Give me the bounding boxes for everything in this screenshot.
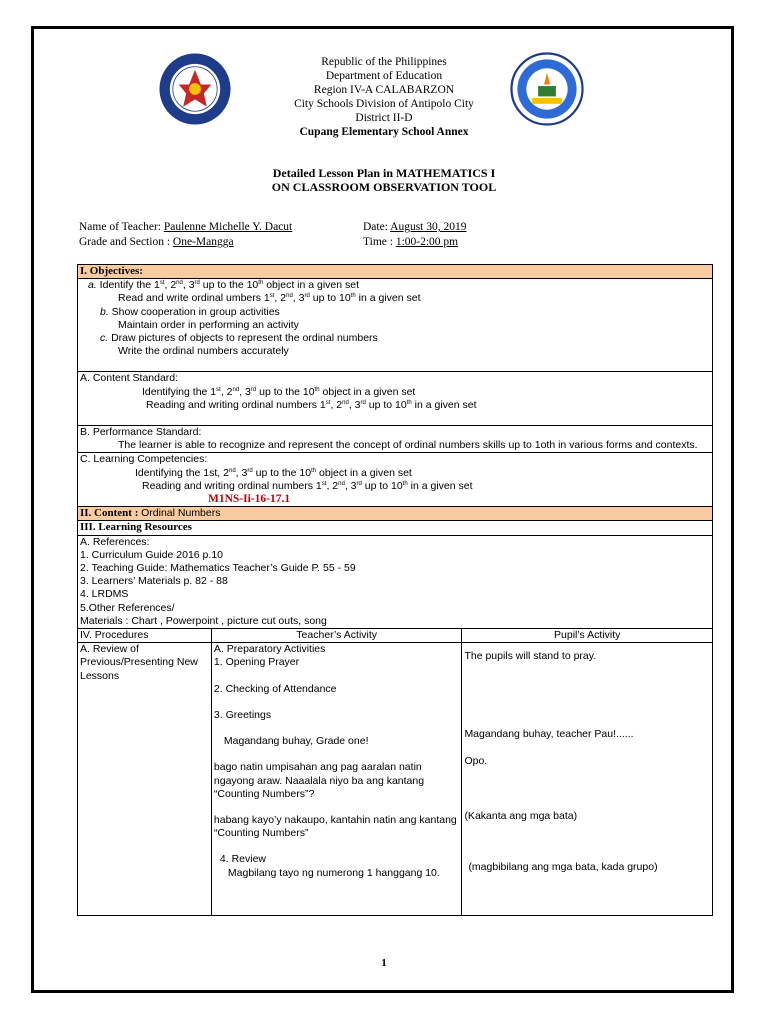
objectives-cell — [78, 279, 713, 372]
objective-a-sub: Read and write ordinal umbers 1st, 2nd, 3rd up to 10th in a given set — [118, 292, 421, 305]
page-number: 1 — [381, 957, 387, 969]
teacher-activity-col-header: Teacher’s Activity — [211, 629, 462, 643]
competencies-heading: C. Learning Competencies: — [80, 453, 208, 466]
date-line — [363, 220, 467, 235]
learning-competencies-cell — [78, 453, 713, 507]
lesson-plan-title — [0, 166, 768, 194]
teacher-greetings: 3. Greetings — [213, 708, 272, 721]
objective-b-text: Show cooperation in group activities — [108, 305, 280, 318]
objective-c-sub: Write the ordinal numbers accurately — [118, 345, 289, 358]
pupil-greet: Magandang buhay, teacher Pau!...... — [464, 728, 634, 741]
time-value: 1:00-2:00 pm — [395, 236, 459, 248]
teacher-greet-line: Magandang buhay, Grade one! — [223, 735, 369, 748]
reference-item: 2. Teaching Guide: Mathematics Teacher’s Guide P. 55 - 59 — [80, 562, 356, 575]
content-heading: II. Content : — [80, 507, 142, 520]
teacher-name: Paulenne Michelle Y. Dacut — [163, 221, 293, 233]
header-line: Department of Education — [325, 70, 443, 82]
teacher-prayer: 1. Opening Prayer — [213, 656, 300, 669]
references-cell — [78, 535, 713, 628]
school-name: Cupang Elementary School Annex — [299, 126, 469, 138]
competency-line: Reading and writing ordinal numbers 1st, 2nd, 3rd up to 10th in a given set — [142, 479, 473, 492]
teacher-bago-line: bago natin umpisahan ang pag aaralan natin ngayong araw. Naaalala niyo ba ang kantang “Counting Numbers”? — [213, 761, 425, 800]
date-label: Date: — [363, 221, 391, 233]
content-standard-heading: A. Content Standard: — [80, 372, 179, 385]
pupil-activity-col-header: Pupil’s Activity — [462, 629, 713, 643]
content-standard-line: Reading and writing ordinal numbers 1st, 2nd, 3rd up to 10th in a given set — [146, 398, 477, 411]
pupil-review: (magbibilang ang mga bata, kada grupo) — [468, 861, 658, 874]
lesson-plan-table — [77, 264, 713, 916]
title-line: ON CLASSROOM OBSERVATION TOOL — [271, 180, 497, 194]
procedures-col-header: IV. Procedures — [78, 629, 212, 643]
reference-item: 1. Curriculum Guide 2016 p.10 — [80, 548, 223, 561]
grade-value: One-Mangga — [172, 236, 234, 248]
competency-line: Identifying the 1st, 2nd, 3rd up to the 10th object in a given set — [135, 466, 412, 479]
teacher-activity-cell — [211, 643, 462, 916]
objectives-heading: I. Objectives: — [78, 265, 713, 279]
performance-standard-cell — [78, 426, 713, 453]
date-value: August 30, 2019 — [390, 221, 467, 233]
header-line: City Schools Division of Antipolo City — [294, 98, 474, 110]
header-line: Region IV-A CALABARZON — [313, 84, 455, 96]
content-standard-cell — [78, 372, 713, 426]
content-standard-line: Identifying the 1st, 2nd, 3rd up to the 10th object in a given set — [142, 385, 416, 398]
title-line: Detailed Lesson Plan in MATHEMATICS I — [272, 166, 496, 180]
reference-item: Materials : Chart , Powerpoint , picture cut outs, song — [80, 614, 327, 627]
reference-item: 3. Learners’ Materials p. 82 - 88 — [80, 575, 228, 588]
time-line — [363, 235, 458, 250]
objective-a-label: a. — [88, 279, 97, 292]
teacher-attendance: 2. Checking of Attendance — [213, 682, 337, 695]
teacher-review-line: Magbilang tayo ng numerong 1 hanggang 10. — [227, 866, 440, 879]
grade-label: Grade and Section : — [79, 236, 173, 248]
reference-item: 4. LRDMS — [80, 588, 129, 601]
objective-b-label: b. — [100, 305, 109, 318]
performance-standard-heading: B. Performance Standard: — [80, 426, 202, 439]
grade-line — [79, 235, 234, 250]
document-header — [0, 55, 768, 139]
header-line: Republic of the Philippines — [321, 56, 447, 68]
objective-a: a. Identify the 1st, 2nd, 3rd up to the 10th object in a given set — [88, 279, 360, 292]
content-topic: Ordinal Numbers — [141, 507, 221, 520]
time-label: Time : — [363, 236, 396, 248]
objective-b — [80, 306, 710, 319]
teacher-prep: A. Preparatory Activities — [213, 643, 326, 656]
objective-b-sub: Maintain order in performing an activity — [118, 318, 299, 331]
content-heading-row — [78, 507, 713, 521]
reference-item: 5.Other References/ — [80, 601, 175, 614]
header-line: District II-D — [355, 112, 413, 124]
teacher-label: Name of Teacher: — [79, 221, 164, 233]
references-heading: A. References: — [80, 535, 150, 548]
objective-c — [80, 332, 710, 345]
performance-standard-text: The learner is able to recognize and represent the concept of ordinal numbers skills up to 1oth in various forms and contexts. — [118, 439, 698, 452]
objective-c-label: c. — [100, 332, 109, 345]
pupil-activity-cell — [462, 643, 713, 916]
teacher-name-line — [79, 220, 292, 235]
pupil-bago: Opo. — [464, 754, 488, 767]
competency-code: M1NS-Ii-16-17.1 — [208, 493, 291, 506]
teacher-habang-line: habang kayo’y nakaupo, kantahin natin ang kantang “Counting Numbers” — [213, 813, 457, 840]
objective-c-text: Draw pictures of objects to represent the ordinal numbers — [108, 332, 378, 345]
learning-resources-heading: III. Learning Resources — [78, 521, 713, 535]
pupil-habang: (Kakanta ang mga bata) — [464, 809, 578, 822]
procedure-step-label: A. Review of Previous/Presenting New Lessons — [78, 643, 212, 916]
teacher-review-heading: 4. Review — [219, 853, 267, 866]
pupil-prayer: The pupils will stand to pray. — [464, 650, 597, 663]
